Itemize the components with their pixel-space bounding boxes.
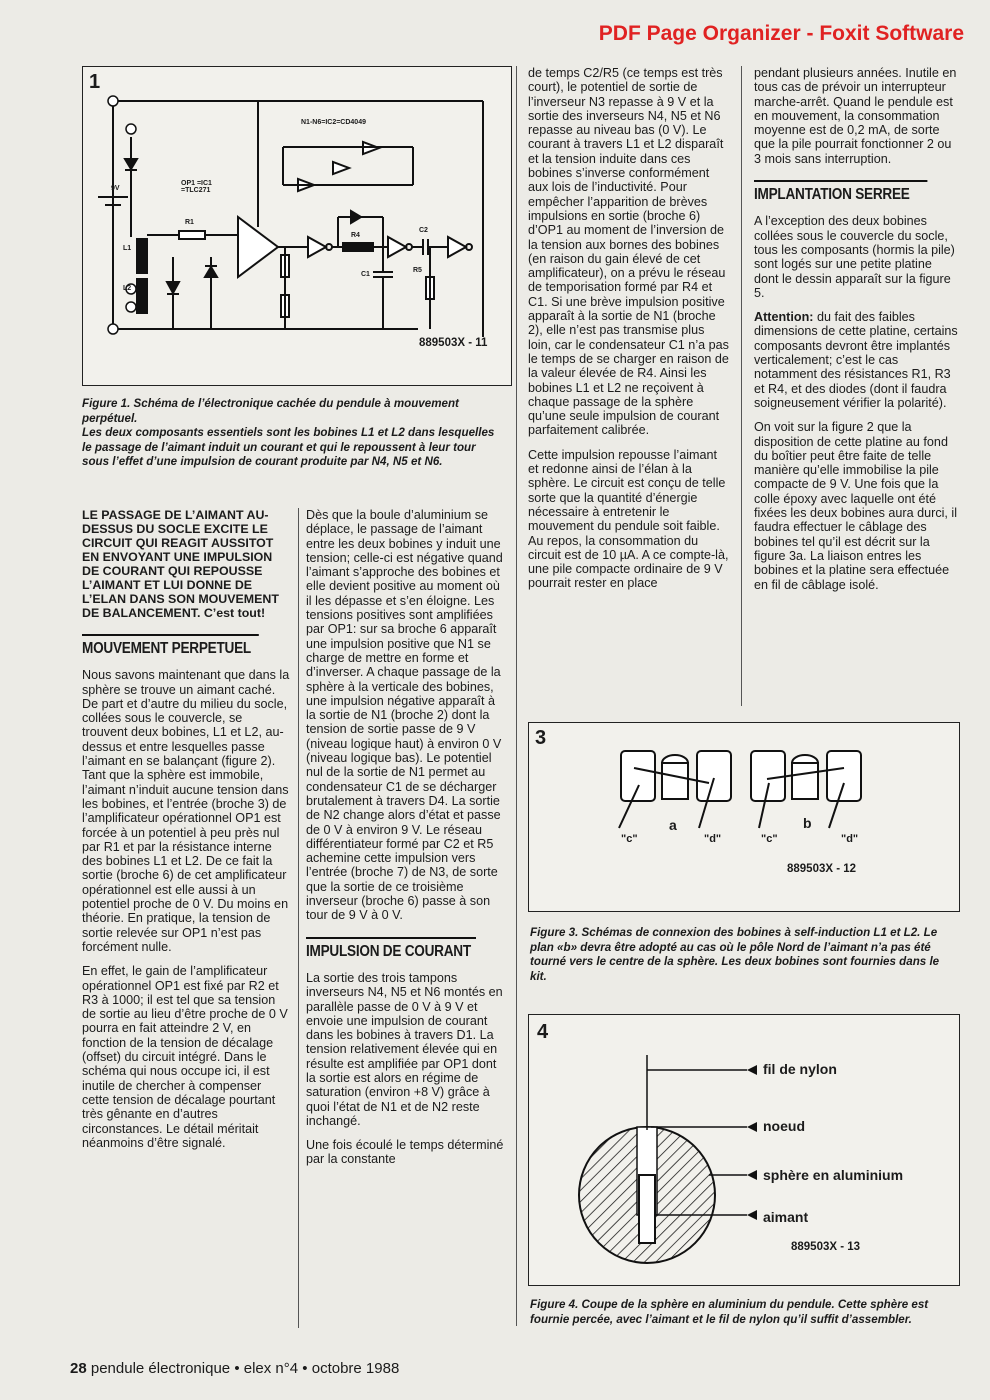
paragraph: de temps C2/R5 (ce temps est très court), le potentiel de sortie de l’inverseur N3 repasse à 9 V et la sortie des inverseurs N4, N5 et N6 repasse au niveau bas (0 V). Le courant à travers L1 et L2 disparaît et la tension induite dans ces bobines s’inverse conformément aux lois de l’inductivité. Pour empêcher l’apparition de brèves impulsions en sortie (broche 6) d’OP1 au moment de l’inversion de la tension aux bornes des bobines (en raison du gain élevé de cet amplificateur), on a prévu le réseau de temporisation formé par R4 et C1. Si une brève impulsion positive apparaît à la sortie de N1 (broche 2), elle n’est pas transmise plus loin, car le condensateur C1 n’a pas le temps de se charger en raison de la valeur élevée de R4. Ainsi les bobines L1 et L2 ne reçoivent à chaque passage de la sphère qu’une seule impulsion de courant parfaitement calibrée. <box>528 66 729 438</box>
footer-date: octobre 1988 <box>311 1360 400 1377</box>
paragraph <box>754 310 958 410</box>
figure-3-caption: Figure 3. Schémas de connexion des bobines à self-induction L1 et L2. Le plan «b» devra être adopté au cas où le pôle Nord de l’aimant n’a pas été tourné vers le centre de la sphère. Les deux bobines sont fournies dans le kit. <box>530 926 940 983</box>
footer-title: pendule électronique <box>90 1360 231 1377</box>
figure-1-number: 1 <box>89 71 101 93</box>
column-2 <box>306 508 506 1177</box>
column-3 <box>528 66 730 601</box>
label-fil-de-nylon: fil de nylon <box>763 1061 837 1077</box>
paragraph: Dès que la boule d’aluminium se déplace, le passage de l’aimant entre les deux bobines y induit une tension; celle-ci est négative quand l’aimant s’approche des bobines et elle devient positive au moment où il les dépasse et s’en éloigne. Les tensions positives sont amplifiées par OP1: sur sa broche 6 apparaît une impulsion positive que N1 se charge de mettre en forme et d’inverser. A chaque passage de la sphère à la verticale des bobines, une impulsion négative apparaît à la sortie de N1 (broche 2) dont la tension de sortie passe de 9 V (niveau logique haut) à environ 0 V (niveau logique bas). Le potentiel nul de la sortie de N1 permet au condensateur C1 de se décharger brutalement à travers D4. La sortie de N2 change alors d’état et passe de 0 V à environ 9 V. Le réseau différentiateur formé par C2 et R5 achemine cette impulsion vers l’entrée (broche 7) de N3, de sorte que la sortie de ce troisième inverseur (broche 6) passe à son tour de 9 V à 0 V. <box>306 508 503 923</box>
paragraph: Une fois écoulé le temps déterminé par la constante <box>306 1138 504 1167</box>
figure-1-caption-line2: Les deux composants essentiels sont les bobines L1 et L2 dans lesquelles le passage de l’aimant induit un courant et qui le repoussent à leur tour sous l’effet d’une impulsion de courant produite par N4, N5 et N6. <box>82 426 495 469</box>
l1-label: L1 <box>123 245 132 252</box>
battery-label: 9V <box>111 185 120 192</box>
paragraph: A l’exception des deux bobines collées sous le couvercle du socle, tous les composants (hormis la pile) sont logés sur une petite platine dont le dessin apparaît sur la figure 5. <box>754 214 955 300</box>
label-b: b <box>803 815 812 831</box>
label-a: a <box>669 817 677 833</box>
page-number: 28 <box>70 1360 87 1377</box>
figure-4-reference: 889503X - 13 <box>791 1241 861 1253</box>
coil-connection-diagram <box>529 723 959 911</box>
figure-4 <box>528 1014 960 1286</box>
attention-text: du fait des faibles dimensions de cette platine, certains composants devront être implantés verticalement; c’est le cas notamment des résistances R1, R3 et R4, et des diodes (dont il faudra soigneusement vérifier la polarité). <box>754 310 958 410</box>
lead-paragraph: LE PASSAGE DE L’AIMANT AU-DESSUS DU SOCLE EXCITE LE CIRCUIT QUI REAGIT AUSSITOT EN ENVOYANT UNE IMPULSION DE COURANT QUI REPOUSSE L’AIMANT ET LUI DONNE DE L’ELAN DANS SON MOUVEMENT DE BALANCEMENT. C’est tout! <box>82 508 279 620</box>
footer-bullet: • <box>302 1360 308 1377</box>
r5-label: R5 <box>413 267 422 274</box>
c1-label: C1 <box>361 271 370 278</box>
footer-magazine: elex n°4 <box>243 1360 299 1377</box>
paragraph: Nous savons maintenant que dans la sphère se trouve un aimant caché. De part et d’autre du milieu du socle, collées sous le couvercle, se trouvent deux bobines, L1 et L2, au-dessus et entre lesquelles passe l’aimant en se balançant (figure 2). Tant que la sphère est immobile, l’aimant n’induit aucune tension dans les bobines, et l’entrée (broche 3) de l’amplificateur opérationnel OP1 est forcée à un potentiel à peu près nul par R1 et par la résistance interne des bobines L1 et L2. De ce fait la sortie (broche 6) de cet amplificateur opérationnel est elle aussi à un potentiel proche de 0 V. Du moins en théorie. En pratique, la tension de sortie relevée sur OP1 n’est pas forcément nulle. <box>82 668 290 954</box>
figure-4-number: 4 <box>537 1021 549 1043</box>
figure-1-schematic <box>82 66 512 386</box>
label-noeud: noeud <box>763 1118 805 1134</box>
paragraph: La sortie des trois tampons inverseurs N4, N5 et N6 montés en parallèle passe de 0 V à 9 V et envoie une impulsion de courant dans les bobines à travers D1. La tension relativement élevée qui en résulte est amplifiée par OP1 dont la sortie est alors en régime de saturation (environ +8 V) grâce à quoi l’état de N1 et de N2 reste inchangé. <box>306 970 503 1128</box>
sphere-cross-section <box>529 1015 959 1285</box>
heading-mouvement-perpetuel: MOUVEMENT PERPETUEL <box>82 634 259 656</box>
page-footer <box>70 1360 399 1377</box>
gates-label: N1-N6=IC2=CD4049 <box>301 119 366 126</box>
label-d-b: "d" <box>841 833 859 845</box>
figure-1-reference: 889503X - 11 <box>419 337 488 349</box>
watermark: PDF Page Organizer - Foxit Software <box>598 22 964 45</box>
paragraph: Cette impulsion repousse l’aimant et redonne ainsi de l’élan à la sphère. Le circuit est conçu de telle sorte que la quantité d’énergie nécessaire à entretenir le mouvement du pendule soit faible. Au repos, la consommation du circuit est de 10 µA. A ce compte-là, une pile compacte ordinaire de 9 V pourrait rester en place <box>528 447 729 591</box>
attention-label: Attention: <box>754 310 814 325</box>
c2-label: C2 <box>419 227 428 234</box>
column-4 <box>754 66 958 602</box>
label-c-b: "c" <box>761 833 778 845</box>
label-c-a: "c" <box>621 833 638 845</box>
figure-3-number: 3 <box>535 727 547 749</box>
op1-label: OP1 =IC1 =TLC271 <box>181 180 212 194</box>
label-d-a: "d" <box>704 833 722 845</box>
r4-label: R4 <box>351 232 360 239</box>
r1-label: R1 <box>185 219 194 226</box>
l2-label: L2 <box>123 285 132 292</box>
heading-implantation-serree: IMPLANTATION SERREE <box>754 180 927 202</box>
figure-4-caption: Figure 4. Coupe de la sphère en aluminium du pendule. Cette sphère est fournie percée, avec l’aimant et le fil de nylon qu’il suffit d’assembler. <box>530 1298 929 1326</box>
figure-1-caption-line1: Figure 1. Schéma de l’électronique cachée du pendule à mouvement perpétuel. <box>82 397 459 425</box>
label-sphere: sphère en aluminium <box>763 1167 904 1183</box>
footer-bullet: • <box>234 1360 240 1377</box>
heading-impulsion-de-courant: IMPULSION DE COURANT <box>306 937 476 959</box>
figure-1-caption <box>82 397 500 470</box>
paragraph: pendant plusieurs années. Inutile en tous cas de prévoir un interrupteur marche-arrêt. Quand le pendule est en mouvement, la consommation moyenne est de 0,2 mA, de sorte que la pile pourrait fonctionner 2 ou 3 mois sans interruption. <box>754 66 957 166</box>
figure-3 <box>528 722 960 912</box>
paragraph: On voit sur la figure 2 que la disposition de cette platine au fond du boîtier peut être faite de telle manière qu’elle immobilise la pile compacte de 9 V. Une fois que la colle époxy avec laquelle ont été fixées les deux bobines aura durci, il faudra effectuer le câblage des bobines tel qu’il est décrit sur la figure 3a. La liaison entres les bobines et la platine sera effectuée en fil de câblage isolé. <box>754 420 958 592</box>
column-1 <box>82 508 290 1160</box>
label-aimant: aimant <box>763 1209 809 1225</box>
paragraph: En effet, le gain de l’amplificateur opérationnel OP1 est fixé par R2 et R3 à 1000; il est tel que sa tension de sortie au lieu d’être proche de 0 V pourra en fait atteindre 2 V, en fonction de la tension de décalage (offset) du circuit intégré. Dans le schéma qui nous occupe ici, il est inutile de chercher à compenser cette tension de décalage pourtant très gênante en d’autres circonstances. Le détail méritait néanmoins d’être signalé. <box>82 964 288 1150</box>
figure-3-reference: 889503X - 12 <box>787 863 857 875</box>
